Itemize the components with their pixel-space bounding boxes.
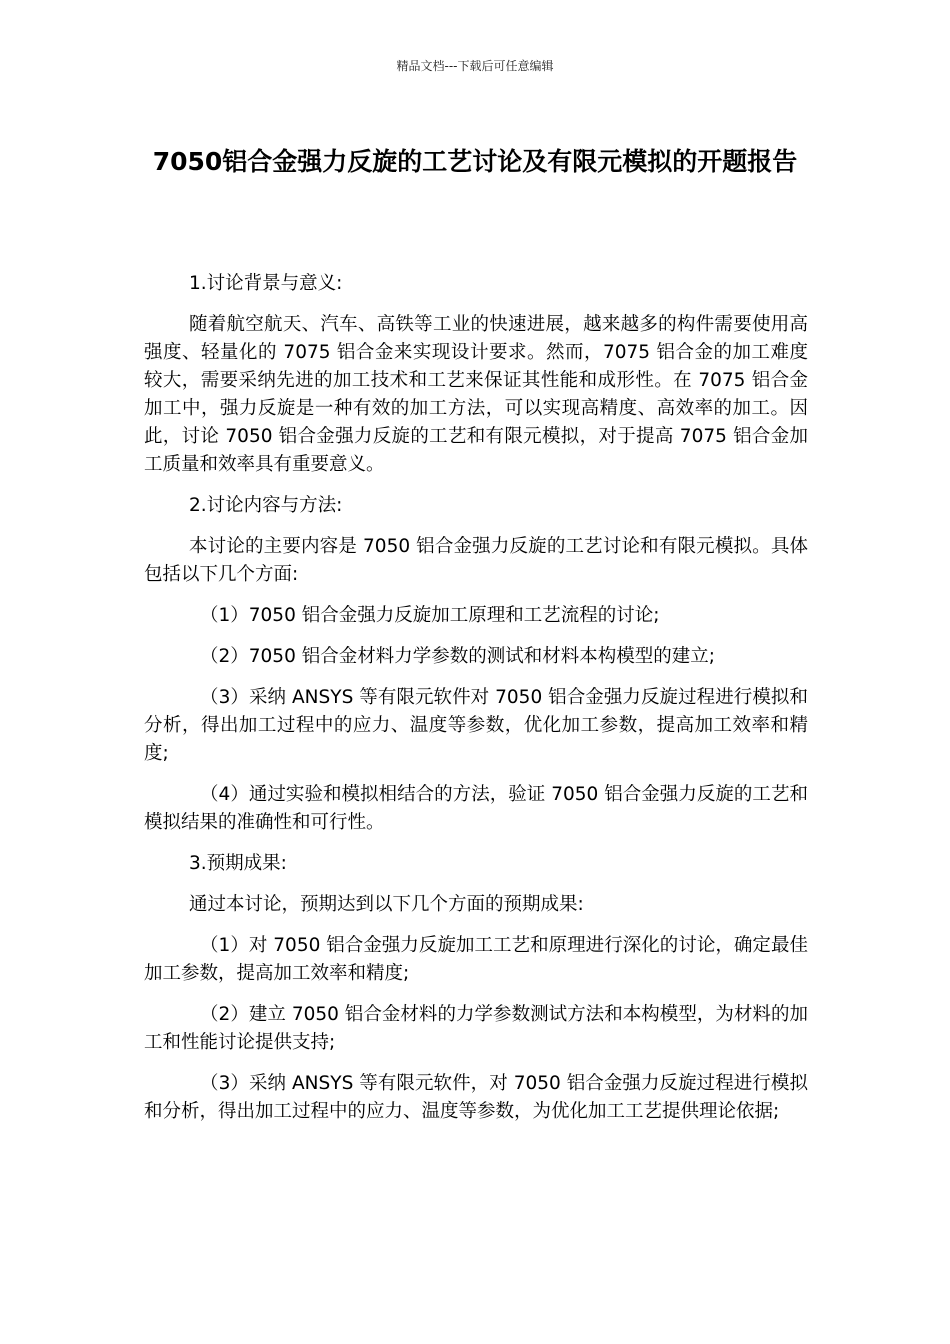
header-note: 精品文档---下载后可任意编辑 xyxy=(396,59,554,73)
list-item: （4）通过实验和模拟相结合的方法，验证 7050 铝合金强力反旋的工艺和模拟结果的准确性和可行性。 xyxy=(144,784,808,833)
paragraph-background: 随着航空航天、汽车、高铁等工业的快速进展，越来越多的构件需要使用高强度、轻量化的 7075 铝合金来实现设计要求。然而，7075 铝合金的加工难度较大，需要采纳先进的加工技术和工艺来保证其性能和成形性。在 7075 铝合金加工中，强力反旋是一种有效的加工方法，可以实现高精度、高效率的加工。因此，讨论 7050 铝合金强力反旋的工艺和有限元模拟，对于提高 7075 铝合金加工质量和效率具有重要意义。 xyxy=(144,314,808,475)
section-heading-outcomes: 3.预期成果: xyxy=(189,853,287,874)
list-item: （2）7050 铝合金材料力学参数的测试和材料本构模型的建立; xyxy=(200,646,715,667)
list-item: （2）建立 7050 铝合金材料的力学参数测试方法和本构模型，为材料的加工和性能讨论提供支持; xyxy=(144,1004,808,1053)
section-heading-background: 1.讨论背景与意义: xyxy=(189,273,343,294)
list-item: （1）对 7050 铝合金强力反旋加工工艺和原理进行深化的讨论，确定最佳加工参数，提高加工效率和精度; xyxy=(144,935,808,984)
section-heading-methods: 2.讨论内容与方法: xyxy=(189,495,343,516)
list-item: （1）7050 铝合金强力反旋加工原理和工艺流程的讨论; xyxy=(200,605,660,626)
document-body xyxy=(144,270,808,1139)
document-title: 7050铝合金强力反旋的工艺讨论及有限元模拟的开题报告 xyxy=(152,147,798,176)
list-item: （3）采纳 ANSYS 等有限元软件，对 7050 铝合金强力反旋过程进行模拟和分析，得出加工过程中的应力、温度等参数，为优化加工工艺提供理论依据; xyxy=(144,1073,808,1122)
paragraph-outcomes-intro: 通过本讨论，预期达到以下几个方面的预期成果: xyxy=(189,894,584,915)
list-item: （3）采纳 ANSYS 等有限元软件对 7050 铝合金强力反旋过程进行模拟和分析，得出加工过程中的应力、温度等参数，优化加工参数，提高加工效率和精度; xyxy=(144,687,808,764)
paragraph-methods-intro: 本讨论的主要内容是 7050 铝合金强力反旋的工艺讨论和有限元模拟。具体包括以下几个方面: xyxy=(144,536,808,585)
